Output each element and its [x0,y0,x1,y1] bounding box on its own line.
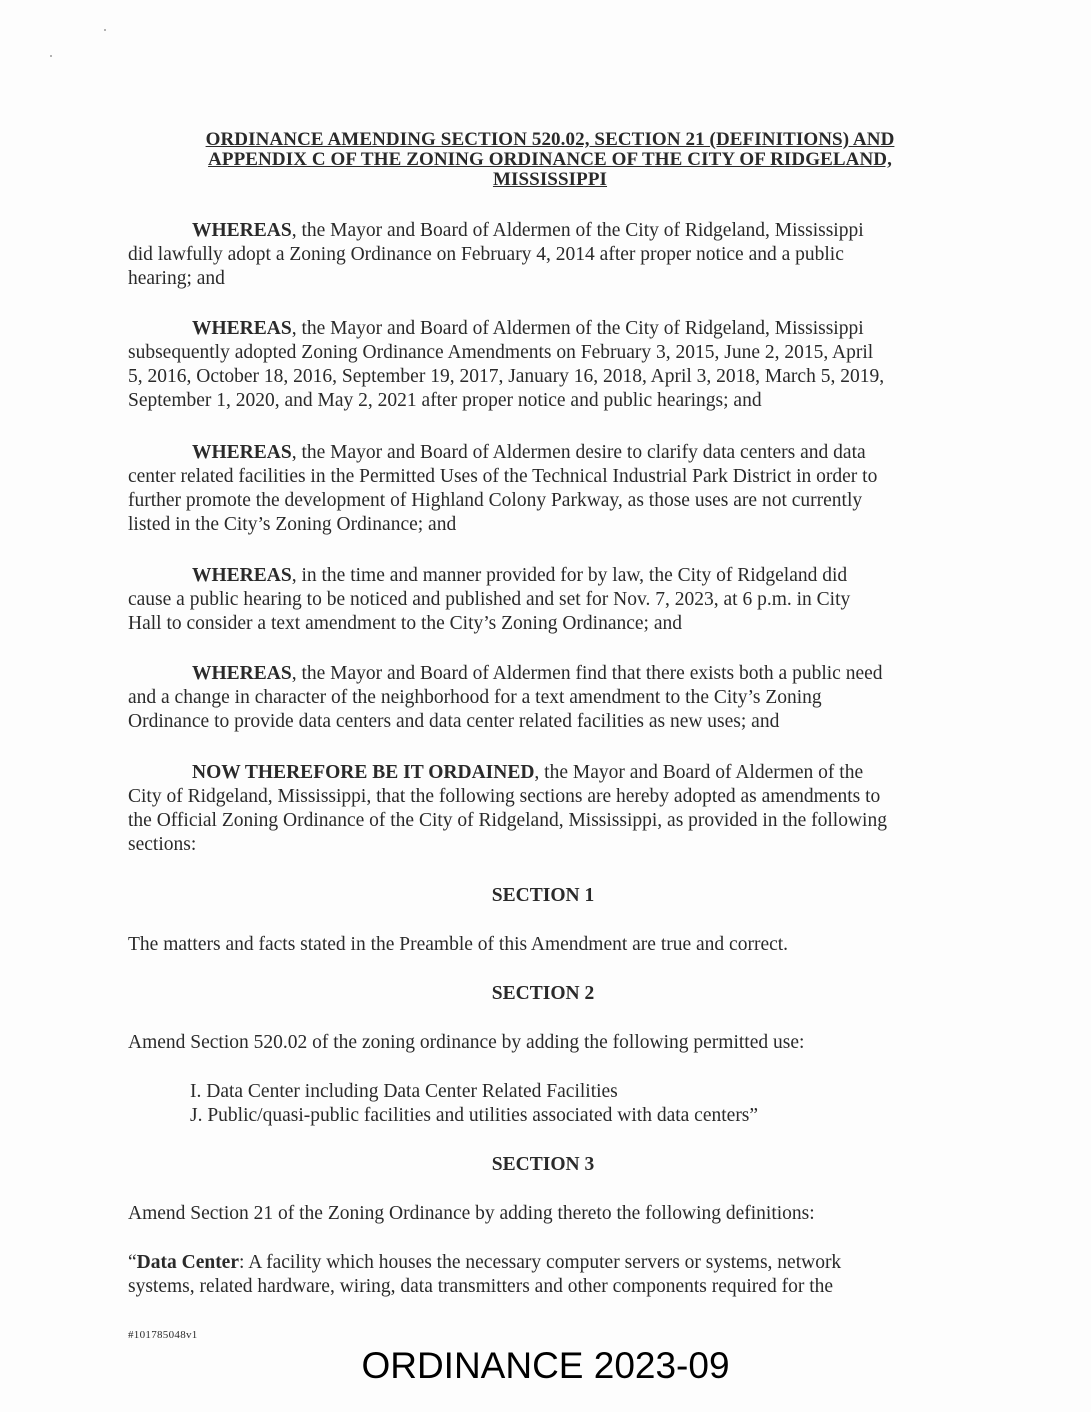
definition-term: Data Center [136,1252,239,1273]
section-1-text: The matters and facts stated in the Preamble of this Amendment are true and correct. [128,934,789,955]
scan-speck [50,55,52,57]
section-3-heading: SECTION 3 [491,1154,595,1175]
paragraph-lead: WHEREAS [192,220,292,241]
section-2-text: Amend Section 520.02 of the zoning ordinance by adding the following permitted use: [128,1032,805,1053]
ordained-paragraph: NOW THEREFORE BE IT ORDAINED, the Mayor and Board of Aldermen of the City of Ridgeland, Mississippi, that the following sections are hereby adopted as amendments to the Official Zoning Ordinance of the City of Ridgeland, Mississippi, as provided in the following sections: [128,762,887,855]
section-2-heading: SECTION 2 [491,983,595,1004]
whereas-paragraph-5: WHEREAS, the Mayor and Board of Aldermen find that there exists both a public need and a change in character of the neighborhood for a text amendment to the City’s Zoning Ordinance to provide data centers and data center related facilities as new uses; and [128,663,883,732]
title-line: APPENDIX C OF THE ZONING ORDINANCE OF THE CITY OF RIDGELAND, [208,149,892,170]
permitted-use-list [190,1080,950,1128]
document-id: #101785048v1 [128,1329,198,1341]
list-item: J. Public/quasi-public facilities and utilities associated with data centers” [190,1105,759,1126]
list-item: I. Data Center including Data Center Related Facilities [190,1081,618,1102]
whereas-paragraph-1: WHEREAS, the Mayor and Board of Aldermen of the City of Ridgeland, Mississippi did lawfully adopt a Zoning Ordinance on February 4, 2014 after proper notice and a public hearing; and [128,220,864,289]
whereas-paragraph-3: WHEREAS, the Mayor and Board of Aldermen desire to clarify data centers and data center related facilities in the Permitted Uses of the Technical Industrial Park District in order to further promote the development of Highland Colony Parkway, as those uses are not currently listed in the City’s Zoning Ordinance; and [128,442,878,535]
data-center-definition: “Data Center: A facility which houses the necessary computer servers or systems, network systems, related hardware, wiring, data transmitters and other components required for the [128,1252,842,1297]
whereas-paragraph-2: WHEREAS, the Mayor and Board of Aldermen of the City of Ridgeland, Mississippi subsequently adopted Zoning Ordinance Amendments on February 3, 2015, June 2, 2015, April 5, 2016, October 18, 2016, September 19, 2017, January 16, 2018, April 3, 2018, March 5, 2019, September 1, 2020, and May 2, 2021 after proper notice and public hearings; and [128,318,885,411]
section-3-text: Amend Section 21 of the Zoning Ordinance by adding thereto the following definitions: [128,1203,815,1224]
paragraph-lead: WHEREAS [192,565,292,586]
whereas-paragraph-4: WHEREAS, in the time and manner provided for by law, the City of Ridgeland did cause a public hearing to be noticed and published and set for Nov. 7, 2023, at 6 p.m. in City Hall to consider a text amendment to the City’s Zoning Ordinance; and [128,565,851,634]
paragraph-lead: NOW THEREFORE BE IT ORDAINED [192,762,535,783]
scan-speck [104,29,106,31]
title-line: ORDINANCE AMENDING SECTION 520.02, SECTION 21 (DEFINITIONS) AND [205,129,895,150]
paragraph-lead: WHEREAS [192,318,292,339]
paragraph-lead: WHEREAS [192,442,292,463]
section-1-heading: SECTION 1 [491,885,595,906]
title-line: MISSISSIPPI [492,169,608,190]
ordinance-title [140,130,960,190]
paragraph-lead: WHEREAS [192,663,292,684]
ordinance-number-stamp: ORDINANCE 2023-09 [361,1345,730,1386]
